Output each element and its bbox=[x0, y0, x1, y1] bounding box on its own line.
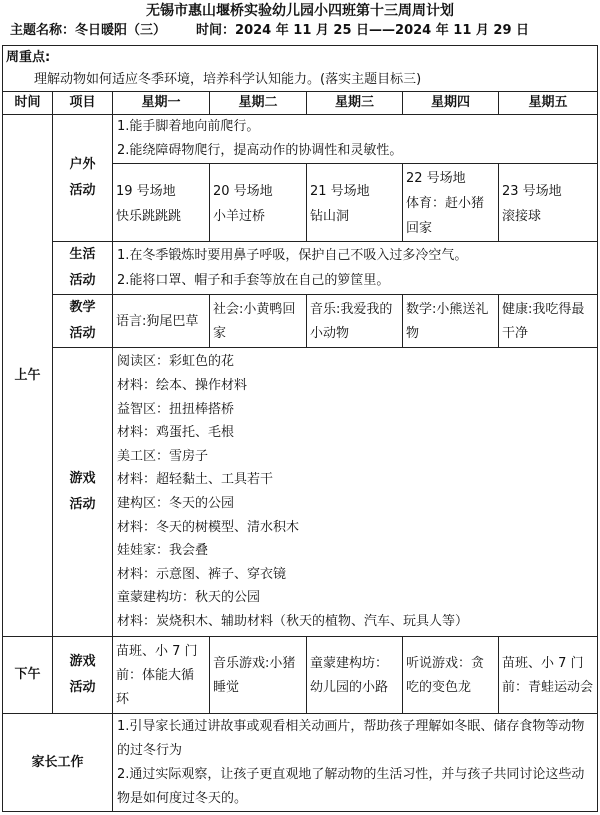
game-area-line: 益智区：扭扭棒搭桥 bbox=[117, 401, 235, 417]
theme-name: 冬日暖阳（三） bbox=[75, 23, 167, 38]
teaching-friday: 健康:我吃得最干净 bbox=[499, 295, 598, 348]
morning-label: 上午 bbox=[3, 115, 53, 637]
theme-label: 主题名称： bbox=[10, 23, 76, 38]
game-material-line: 材料：炭烧积木、辅助材料（秋天的植物、汽车、玩具人等） bbox=[117, 613, 469, 629]
teaching-label bbox=[53, 295, 113, 348]
outdoor-field: 19 号场地 bbox=[116, 183, 176, 199]
outdoor-goal: 1.能手脚着地向前爬行。 bbox=[117, 119, 260, 134]
outdoor-goals-row bbox=[3, 115, 598, 164]
game-area-line: 美工区：雪房子 bbox=[117, 448, 209, 464]
afternoon-friday: 苗班、小 7 门前：青蛙运动会 bbox=[499, 637, 598, 714]
life-label-line2: 活动 bbox=[69, 273, 96, 288]
column-header-tuesday: 星期二 bbox=[210, 92, 307, 115]
games-row bbox=[3, 348, 598, 637]
game-area-line: 建构区：冬天的公园 bbox=[117, 496, 235, 511]
life-row bbox=[3, 242, 598, 295]
outdoor-game: 体育：赶小猪回家 bbox=[406, 196, 485, 236]
focus-title: 周重点: bbox=[6, 49, 51, 65]
column-header-time: 时间 bbox=[3, 92, 53, 115]
games-content bbox=[113, 348, 598, 637]
outdoor-game: 小羊过桥 bbox=[213, 208, 266, 224]
header-row bbox=[3, 92, 598, 115]
time-label: 时间： bbox=[196, 23, 236, 38]
outdoor-goals bbox=[113, 115, 598, 164]
focus-row bbox=[3, 46, 598, 92]
games-label bbox=[53, 348, 113, 637]
parents-row bbox=[3, 714, 598, 812]
outdoor-field: 22 号场地 bbox=[406, 171, 466, 186]
outdoor-label-line2: 活动 bbox=[69, 183, 96, 198]
teaching-tuesday: 社会:小黄鸭回家 bbox=[210, 295, 307, 348]
time-range: 2024 年 11 月 25 日——2024 年 11 月 29 日 bbox=[235, 23, 530, 38]
teaching-label-line1: 教学 bbox=[69, 300, 96, 315]
outdoor-game: 钻山洞 bbox=[310, 208, 350, 224]
outdoor-thursday bbox=[403, 164, 499, 242]
life-label-line1: 生活 bbox=[69, 247, 96, 262]
life-goal: 1.在冬季锻炼时要用鼻子呼吸，保护自己不吸入过多冷空气。 bbox=[117, 248, 468, 263]
afternoon-thursday: 听说游戏：贪吃的变色龙 bbox=[403, 637, 499, 714]
game-material-line: 材料：超轻黏土、工具若干 bbox=[117, 472, 274, 488]
parents-line: 1.引导家长通过讲故事或观看相关动画片，帮助孩子理解如冬眠、储存食物等动物的过冬行为 bbox=[117, 719, 585, 758]
game-material-line: 材料：示意图、裤子、穿衣镜 bbox=[117, 566, 287, 582]
life-goals bbox=[113, 242, 598, 295]
outdoor-game: 滚接球 bbox=[502, 208, 542, 224]
outdoor-tuesday bbox=[210, 164, 307, 242]
game-area-line: 娃娃家：我会叠 bbox=[117, 543, 209, 559]
outdoor-friday bbox=[499, 164, 598, 242]
column-header-thursday: 星期四 bbox=[403, 92, 499, 115]
column-header-wednesday: 星期三 bbox=[307, 92, 403, 115]
outdoor-goal: 2.能绕障碍物爬行，提高动作的协调性和灵敏性。 bbox=[117, 143, 403, 158]
afternoon-games-label-line2: 活动 bbox=[69, 680, 96, 695]
outdoor-monday bbox=[113, 164, 210, 242]
outdoor-game: 快乐跳跳跳 bbox=[116, 208, 182, 224]
teaching-label-line2: 活动 bbox=[69, 326, 96, 341]
teaching-thursday: 数学:小熊送礼物 bbox=[403, 295, 499, 348]
afternoon-row bbox=[3, 637, 598, 714]
afternoon-wednesday: 童蒙建构坊：幼儿园的小路 bbox=[307, 637, 403, 714]
outdoor-field: 20 号场地 bbox=[213, 183, 273, 199]
column-header-monday: 星期一 bbox=[113, 92, 210, 115]
afternoon-games-label bbox=[53, 637, 113, 714]
afternoon-games-label-line1: 游戏 bbox=[69, 654, 96, 669]
column-header-item: 项目 bbox=[53, 92, 113, 115]
game-material-line: 材料：冬天的树模型、清水积木 bbox=[117, 519, 300, 535]
game-area-line: 阅读区：彩虹色的花 bbox=[117, 354, 235, 370]
game-area-line: 童蒙建构坊：秋天的公园 bbox=[117, 590, 261, 606]
plan-subtitle bbox=[10, 22, 600, 40]
parents-content bbox=[113, 714, 598, 812]
column-header-friday: 星期五 bbox=[499, 92, 598, 115]
outdoor-label bbox=[53, 115, 113, 242]
outdoor-field: 21 号场地 bbox=[310, 183, 370, 199]
game-material-line: 材料：绘本、操作材料 bbox=[117, 378, 248, 394]
afternoon-tuesday: 音乐游戏:小猪睡觉 bbox=[210, 637, 307, 714]
teaching-wednesday: 音乐:我爱我的小动物 bbox=[307, 295, 403, 348]
afternoon-monday: 苗班、小 7 门前：体能大循环 bbox=[113, 637, 210, 714]
weekly-plan-table bbox=[2, 45, 598, 812]
game-material-line: 材料：鸡蛋托、毛根 bbox=[117, 425, 235, 441]
life-label bbox=[53, 242, 113, 295]
focus-text: 理解动物如何适应冬季环境，培养科学认知能力。(落实主题目标三) bbox=[34, 71, 422, 87]
parents-line: 2.通过实际观察，让孩子更直观地了解动物的生活习性，并与孩子共同讨论这些动物是如何度过冬天的。 bbox=[117, 767, 585, 806]
teaching-row bbox=[3, 295, 598, 348]
teaching-monday: 语言:狗尾巴草 bbox=[113, 295, 210, 348]
parents-label: 家长工作 bbox=[3, 714, 113, 812]
afternoon-label: 下午 bbox=[3, 637, 53, 714]
life-goal: 2.能将口罩、帽子和手套等放在自己的箩筐里。 bbox=[117, 273, 390, 288]
games-label-line2: 活动 bbox=[69, 497, 96, 512]
games-label-line1: 游戏 bbox=[69, 471, 96, 486]
outdoor-label-line1: 户外 bbox=[69, 157, 96, 172]
weekly-focus bbox=[3, 46, 598, 92]
page-title: 无锡市惠山堰桥实验幼儿园小四班第十三周周计划 bbox=[146, 3, 454, 19]
outdoor-field: 23 号场地 bbox=[502, 183, 562, 199]
outdoor-wednesday bbox=[307, 164, 403, 242]
